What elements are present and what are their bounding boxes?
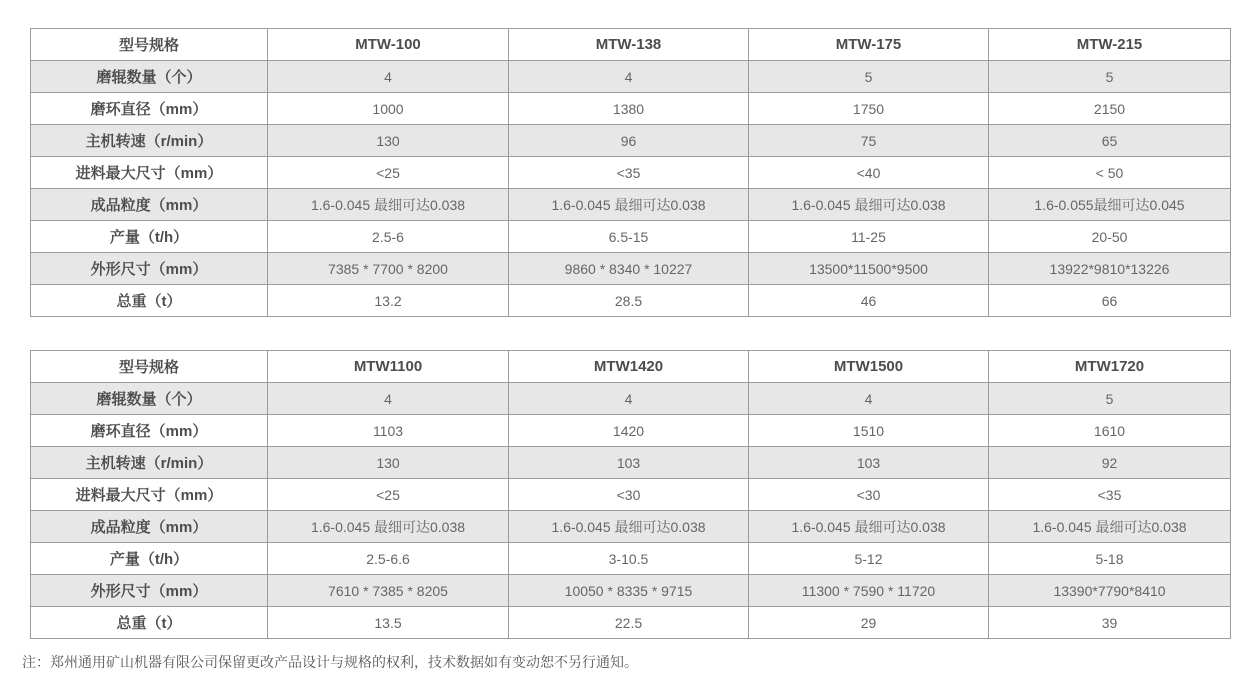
spec-row-label: 进料最大尺寸（mm） — [31, 479, 268, 511]
model-header-cell: MTW1420 — [509, 351, 749, 383]
spec-value-cell: 96 — [509, 125, 749, 157]
spec-value-cell: 5 — [749, 61, 989, 93]
spec-row-label: 磨环直径（mm） — [31, 93, 268, 125]
spec-value-cell: 4 — [509, 61, 749, 93]
spec-value-cell: 92 — [989, 447, 1231, 479]
spec-row-label: 磨环直径（mm） — [31, 415, 268, 447]
model-header-cell: MTW-215 — [989, 29, 1231, 61]
spec-row — [31, 383, 1231, 415]
spec-row-label: 总重（t） — [31, 285, 268, 317]
spec-value-cell: <35 — [989, 479, 1231, 511]
spec-value-cell: <25 — [268, 157, 509, 189]
spec-value-cell: 1610 — [989, 415, 1231, 447]
spec-row-label: 主机转速（r/min） — [31, 447, 268, 479]
spec-row-label: 成品粒度（mm） — [31, 511, 268, 543]
spec-row — [31, 253, 1231, 285]
spec-value-cell: 75 — [749, 125, 989, 157]
spec-value-cell: <25 — [268, 479, 509, 511]
spec-value-cell: 13.5 — [268, 607, 509, 639]
table-header-row — [31, 351, 1231, 383]
spec-value-cell: 4 — [268, 61, 509, 93]
spec-row — [31, 511, 1231, 543]
spec-row-label: 总重（t） — [31, 607, 268, 639]
model-header-cell: MTW-138 — [509, 29, 749, 61]
spec-row — [31, 61, 1231, 93]
spec-value-cell: 20-50 — [989, 221, 1231, 253]
spec-row-label: 产量（t/h） — [31, 221, 268, 253]
spec-value-cell: 130 — [268, 125, 509, 157]
spec-value-cell: 1103 — [268, 415, 509, 447]
spec-value-cell: 6.5-15 — [509, 221, 749, 253]
spec-value-cell: 22.5 — [509, 607, 749, 639]
spec-value-cell: 13922*9810*13226 — [989, 253, 1231, 285]
spec-row — [31, 415, 1231, 447]
spec-value-cell: <30 — [749, 479, 989, 511]
spec-row-label: 磨辊数量（个） — [31, 61, 268, 93]
model-header-cell: MTW1500 — [749, 351, 989, 383]
spec-row — [31, 221, 1231, 253]
table-header-row — [31, 29, 1231, 61]
spec-value-cell: 1.6-0.045 最细可达0.038 — [749, 511, 989, 543]
spec-value-cell: 13390*7790*8410 — [989, 575, 1231, 607]
row-header-title-cell: 型号规格 — [31, 29, 268, 61]
spec-value-cell: 1.6-0.055最细可达0.045 — [989, 189, 1231, 221]
spec-row — [31, 543, 1231, 575]
spec-value-cell: < 50 — [989, 157, 1231, 189]
spec-value-cell: 1.6-0.045 最细可达0.038 — [989, 511, 1231, 543]
spec-value-cell: 11300 * 7590 * 11720 — [749, 575, 989, 607]
spec-value-cell: 1.6-0.045 最细可达0.038 — [509, 511, 749, 543]
spec-row-label: 产量（t/h） — [31, 543, 268, 575]
spec-value-cell: 4 — [509, 383, 749, 415]
spec-value-cell: 11-25 — [749, 221, 989, 253]
spec-value-cell: 1510 — [749, 415, 989, 447]
spec-row-label: 外形尺寸（mm） — [31, 253, 268, 285]
model-header-cell: MTW1720 — [989, 351, 1231, 383]
spec-value-cell: 7385 * 7700 * 8200 — [268, 253, 509, 285]
model-header-cell: MTW1100 — [268, 351, 509, 383]
spec-value-cell: 65 — [989, 125, 1231, 157]
spec-value-cell: 1000 — [268, 93, 509, 125]
spec-row — [31, 479, 1231, 511]
spec-row — [31, 93, 1231, 125]
spec-value-cell: 5-12 — [749, 543, 989, 575]
spec-row — [31, 607, 1231, 639]
spec-row-label: 进料最大尺寸（mm） — [31, 157, 268, 189]
spec-value-cell: 4 — [268, 383, 509, 415]
spec-value-cell: 10050 * 8335 * 9715 — [509, 575, 749, 607]
spec-value-cell: 3-10.5 — [509, 543, 749, 575]
spec-row — [31, 189, 1231, 221]
spec-row-label: 外形尺寸（mm） — [31, 575, 268, 607]
spec-value-cell: 13.2 — [268, 285, 509, 317]
spec-value-cell: 130 — [268, 447, 509, 479]
spec-value-cell: 29 — [749, 607, 989, 639]
spec-value-cell: <30 — [509, 479, 749, 511]
spec-value-cell: 1420 — [509, 415, 749, 447]
spec-value-cell: 4 — [749, 383, 989, 415]
spec-value-cell: 66 — [989, 285, 1231, 317]
spec-table-mtw-number-series — [30, 350, 1231, 639]
spec-row — [31, 447, 1231, 479]
spec-value-cell: 1.6-0.045 最细可达0.038 — [268, 511, 509, 543]
spec-value-cell: <35 — [509, 157, 749, 189]
spec-value-cell: 2150 — [989, 93, 1231, 125]
spec-row — [31, 285, 1231, 317]
spec-value-cell: 103 — [509, 447, 749, 479]
spec-table-mtw-dash-series — [30, 28, 1231, 317]
spec-value-cell: 2.5-6.6 — [268, 543, 509, 575]
spec-value-cell: <40 — [749, 157, 989, 189]
spec-value-cell: 1.6-0.045 最细可达0.038 — [749, 189, 989, 221]
spec-table-body — [31, 29, 1231, 317]
spec-value-cell: 2.5-6 — [268, 221, 509, 253]
spec-row-label: 磨辊数量（个） — [31, 383, 268, 415]
spec-value-cell: 13500*11500*9500 — [749, 253, 989, 285]
spec-value-cell: 46 — [749, 285, 989, 317]
spec-table-body — [31, 351, 1231, 639]
spec-value-cell: 7610 * 7385 * 8205 — [268, 575, 509, 607]
spec-value-cell: 39 — [989, 607, 1231, 639]
spec-row-label: 成品粒度（mm） — [31, 189, 268, 221]
spec-value-cell: 9860 * 8340 * 10227 — [509, 253, 749, 285]
spec-value-cell: 1380 — [509, 93, 749, 125]
model-header-cell: MTW-100 — [268, 29, 509, 61]
spec-row — [31, 125, 1231, 157]
spec-value-cell: 1750 — [749, 93, 989, 125]
row-header-title-cell: 型号规格 — [31, 351, 268, 383]
spec-row — [31, 575, 1231, 607]
footnote: 注：郑州通用矿山机器有限公司保留更改产品设计与规格的权利，技术数据如有变动恕不另行通知。 — [22, 654, 638, 670]
model-header-cell: MTW-175 — [749, 29, 989, 61]
spec-value-cell: 28.5 — [509, 285, 749, 317]
spec-value-cell: 1.6-0.045 最细可达0.038 — [268, 189, 509, 221]
spec-value-cell: 103 — [749, 447, 989, 479]
spec-row — [31, 157, 1231, 189]
spec-value-cell: 1.6-0.045 最细可达0.038 — [509, 189, 749, 221]
spec-value-cell: 5 — [989, 383, 1231, 415]
spec-row-label: 主机转速（r/min） — [31, 125, 268, 157]
spec-value-cell: 5-18 — [989, 543, 1231, 575]
spec-value-cell: 5 — [989, 61, 1231, 93]
